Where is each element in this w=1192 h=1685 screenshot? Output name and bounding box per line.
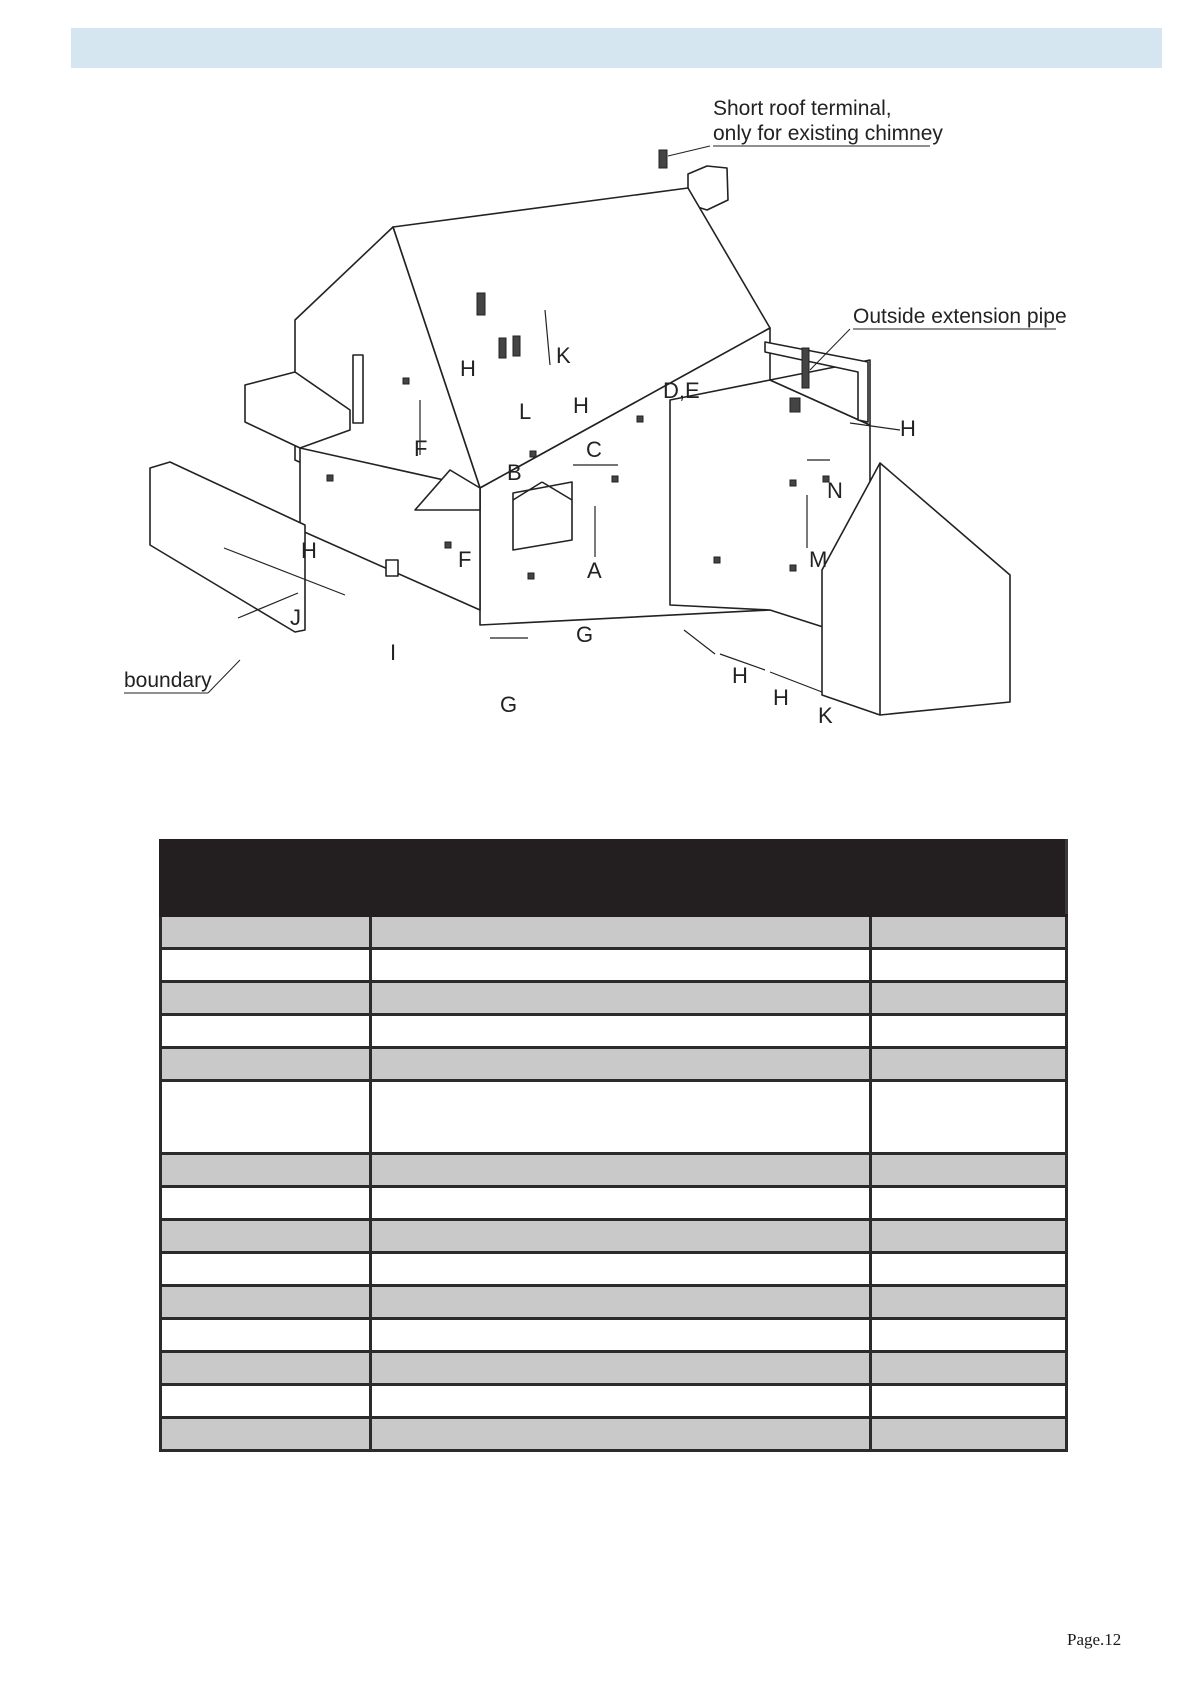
table-cell-key xyxy=(161,1187,371,1220)
table-cell-description xyxy=(371,949,871,982)
table-cell-value xyxy=(871,1048,1067,1081)
table-cell-key xyxy=(161,1015,371,1048)
table-row xyxy=(161,1352,1067,1385)
header-cell-position xyxy=(161,841,371,916)
table-cell-value xyxy=(871,1352,1067,1385)
table-cell-key xyxy=(161,1253,371,1286)
table-cell-key xyxy=(161,1048,371,1081)
flat-roof-terminal xyxy=(790,398,800,412)
table-cell-value xyxy=(871,1385,1067,1418)
label-h-ridge: H xyxy=(573,393,589,418)
table-cell-description xyxy=(371,1015,871,1048)
roof-terminal-1 xyxy=(477,293,485,315)
table-cell-description xyxy=(371,1385,871,1418)
table-cell-description xyxy=(371,916,871,949)
label-g-right: G xyxy=(576,622,594,647)
table-cell-key xyxy=(161,1352,371,1385)
extension-pipe xyxy=(802,348,809,388)
table-cell-value xyxy=(871,1253,1067,1286)
table-cell-value xyxy=(871,982,1067,1015)
table-row xyxy=(161,1385,1067,1418)
label-i: I xyxy=(390,640,397,665)
table-row xyxy=(161,1015,1067,1048)
table-cell-value xyxy=(871,1081,1067,1154)
table-cell-key xyxy=(161,1319,371,1352)
label-n: N xyxy=(827,478,843,503)
callout-boundary: boundary xyxy=(124,669,212,692)
label-f-lower: F xyxy=(458,547,472,572)
label-h-extension: H xyxy=(900,416,916,441)
table-cell-description xyxy=(371,1220,871,1253)
label-b: B xyxy=(507,460,522,485)
table-cell-value xyxy=(871,1154,1067,1187)
label-l: L xyxy=(519,399,532,424)
table-cell-description xyxy=(371,1319,871,1352)
boundary-fence xyxy=(150,462,305,632)
table-cell-description xyxy=(371,1048,871,1081)
table-cell-key xyxy=(161,982,371,1015)
label-h-roof: H xyxy=(460,356,476,381)
table-cell-description xyxy=(371,1418,871,1451)
table-cell-key xyxy=(161,1154,371,1187)
table-cell-description xyxy=(371,1286,871,1319)
label-k-roof: K xyxy=(556,343,571,368)
table-cell-value xyxy=(871,1319,1067,1352)
table-cell-key xyxy=(161,949,371,982)
label-h-side: H xyxy=(301,538,317,563)
table-cell-key xyxy=(161,1081,371,1154)
callout-extension-pipe: Outside extension pipe xyxy=(853,305,1067,328)
table-row xyxy=(161,1187,1067,1220)
label-g-bottom: G xyxy=(500,692,518,717)
table-cell-value xyxy=(871,1187,1067,1220)
table-row xyxy=(161,1048,1067,1081)
table-cell-description xyxy=(371,1081,871,1154)
table-row xyxy=(161,1418,1067,1451)
label-j: J xyxy=(290,605,301,630)
table-cell-key xyxy=(161,1286,371,1319)
table-cell-value xyxy=(871,1286,1067,1319)
table-row xyxy=(161,982,1067,1015)
header-cell-description xyxy=(371,841,1067,916)
ground-box xyxy=(386,560,398,576)
page-number: Page.12 xyxy=(1067,1630,1122,1649)
table-row xyxy=(161,1154,1067,1187)
chimney-terminal xyxy=(659,150,667,168)
table-row xyxy=(161,1319,1067,1352)
label-h-bottom-2: H xyxy=(773,685,789,710)
gable-door xyxy=(353,355,363,423)
table-row xyxy=(161,1081,1067,1154)
callout-chimney-line-1: Short roof terminal, xyxy=(713,97,892,120)
table-cell-value xyxy=(871,1015,1067,1048)
table-cell-description xyxy=(371,982,871,1015)
table-row xyxy=(161,1286,1067,1319)
table-cell-value xyxy=(871,1220,1067,1253)
table-row xyxy=(161,916,1067,949)
label-m: M xyxy=(809,547,828,572)
table-cell-description xyxy=(371,1187,871,1220)
table-cell-description xyxy=(371,1352,871,1385)
roof-terminal-3 xyxy=(513,336,520,356)
label-a: A xyxy=(587,558,602,583)
table-cell-value xyxy=(871,949,1067,982)
label-k-bottom: K xyxy=(818,703,833,728)
roof-terminal-2 xyxy=(499,338,506,358)
label-c: C xyxy=(586,437,602,462)
table-cell-key xyxy=(161,1385,371,1418)
section-header-band xyxy=(71,28,1162,68)
table-cell-value xyxy=(871,916,1067,949)
table-header-row xyxy=(161,841,1067,916)
table-row xyxy=(161,949,1067,982)
table-cell-key xyxy=(161,916,371,949)
label-f-upper: F xyxy=(414,436,428,461)
table-cell-key xyxy=(161,1418,371,1451)
callout-chimney-line-2: only for existing chimney xyxy=(713,122,943,145)
table-row xyxy=(161,1253,1067,1286)
flue-terminal-clearance-diagram xyxy=(110,70,1130,780)
table-cell-key xyxy=(161,1220,371,1253)
table-row xyxy=(161,1220,1067,1253)
label-h-bottom-1: H xyxy=(732,663,748,688)
table-cell-value xyxy=(871,1418,1067,1451)
house-line-drawing xyxy=(110,70,1130,780)
label-d-e: D,E xyxy=(663,378,700,403)
clearance-table xyxy=(159,839,1065,1452)
table-cell-description xyxy=(371,1154,871,1187)
table-cell-description xyxy=(371,1253,871,1286)
front-window xyxy=(513,482,572,550)
